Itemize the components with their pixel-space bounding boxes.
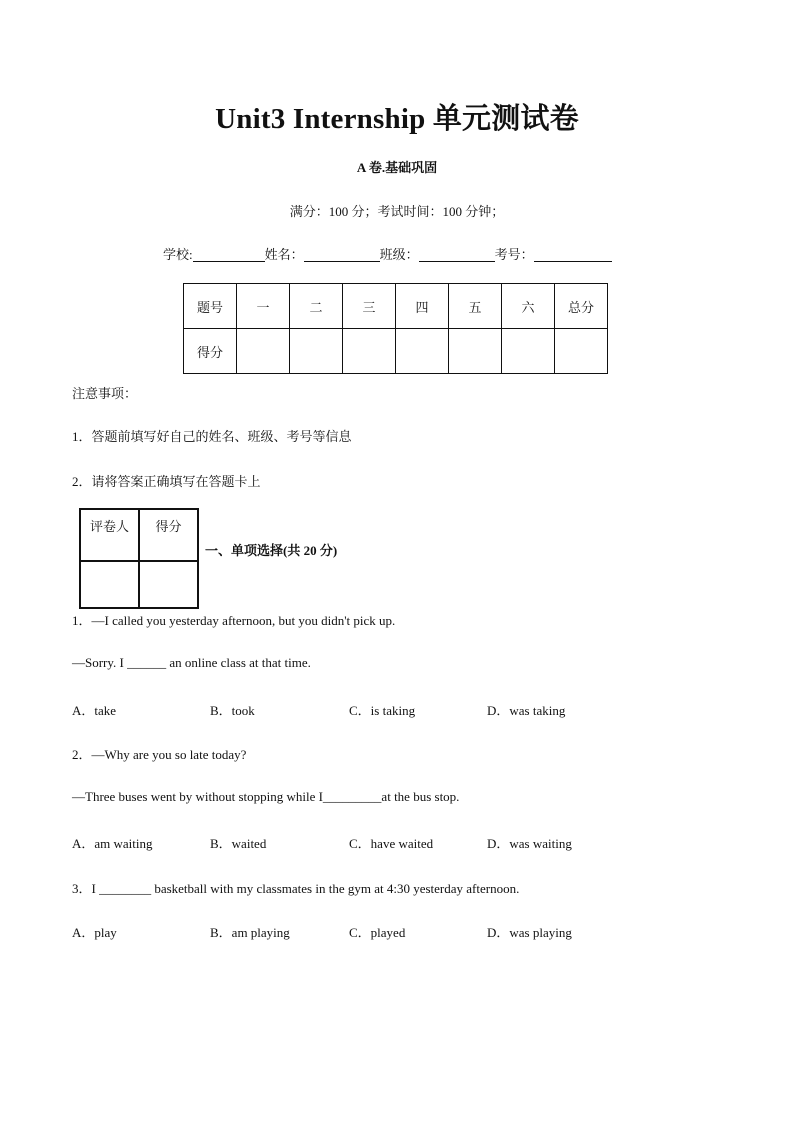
score-table-header-cell: 六 <box>502 284 555 329</box>
score-table-header-cell: 一 <box>237 284 290 329</box>
grader-score-label: 得分 <box>139 509 198 561</box>
score-table-header-cell: 三 <box>343 284 396 329</box>
grader-name-cell[interactable] <box>80 561 139 608</box>
answer-option[interactable]: B．waited <box>210 836 267 851</box>
paper-subtitle: A 卷.基础巩固 <box>356 160 438 175</box>
question-stem: 3．I ________ basketball with my classmates in the gym at 4:30 yesterday afternoon. <box>72 881 520 896</box>
answer-option[interactable]: A．take <box>72 703 117 718</box>
note-item: 2．请将答案正确填写在答题卡上 <box>72 474 261 489</box>
score-table-header-cell: 四 <box>396 284 449 329</box>
student-info-fields <box>163 244 612 263</box>
question-stem: —Three buses went by without stopping while I_________at the bus stop. <box>72 789 460 804</box>
score-cell[interactable] <box>555 329 608 374</box>
score-table-header-cell: 题号 <box>184 284 237 329</box>
name-label: 姓名： <box>264 247 304 262</box>
answer-option[interactable]: D．was taking <box>487 703 566 718</box>
grader-box-header-row <box>80 509 198 561</box>
answer-option[interactable]: B．am playing <box>210 925 290 940</box>
score-table <box>183 283 608 374</box>
answer-option[interactable]: D．was waiting <box>487 836 572 851</box>
school-blank[interactable] <box>193 247 265 262</box>
page-title: Unit3 Internship 单元测试卷 <box>215 103 579 135</box>
answer-option[interactable]: D．was playing <box>487 925 572 940</box>
score-cell[interactable] <box>343 329 396 374</box>
score-table-header-cell: 二 <box>290 284 343 329</box>
note-item: 1．答题前填写好自己的姓名、班级、考号等信息 <box>72 429 352 444</box>
section-heading: 一、单项选择(共 20 分) <box>205 543 338 558</box>
score-cell[interactable] <box>449 329 502 374</box>
score-table-header-row <box>184 284 608 329</box>
number-blank[interactable] <box>534 247 612 262</box>
grader-box-input-row <box>80 561 198 608</box>
score-cell[interactable] <box>237 329 290 374</box>
score-cell[interactable] <box>290 329 343 374</box>
answer-option[interactable]: C．is taking <box>349 703 416 718</box>
number-label: 考号： <box>494 247 534 262</box>
notes-title: 注意事项： <box>72 386 138 401</box>
score-table-header-cell: 总分 <box>555 284 608 329</box>
answer-option[interactable]: A．am waiting <box>72 836 153 851</box>
class-blank[interactable] <box>419 247 495 262</box>
score-row-label: 得分 <box>184 329 237 374</box>
question-stem: 1．—I called you yesterday afternoon, but you didn't pick up. <box>72 613 396 628</box>
class-label: 班级： <box>379 247 419 262</box>
name-blank[interactable] <box>304 247 380 262</box>
answer-option[interactable]: C．played <box>349 925 406 940</box>
score-table-score-row <box>184 329 608 374</box>
exam-info: 满分：100 分；考试时间：100 分钟； <box>289 204 505 219</box>
grader-box <box>79 508 199 609</box>
answer-option[interactable]: B．took <box>210 703 255 718</box>
score-cell[interactable] <box>396 329 449 374</box>
question-stem: 2．—Why are you so late today? <box>72 747 247 762</box>
score-cell[interactable] <box>502 329 555 374</box>
question-stem: —Sorry. I ______ an online class at that time. <box>72 655 311 670</box>
answer-option[interactable]: A．play <box>72 925 117 940</box>
grader-score-cell[interactable] <box>139 561 198 608</box>
grader-label: 评卷人 <box>80 509 139 561</box>
school-label: 学校: <box>163 247 193 262</box>
answer-option[interactable]: C．have waited <box>349 836 434 851</box>
score-table-header-cell: 五 <box>449 284 502 329</box>
